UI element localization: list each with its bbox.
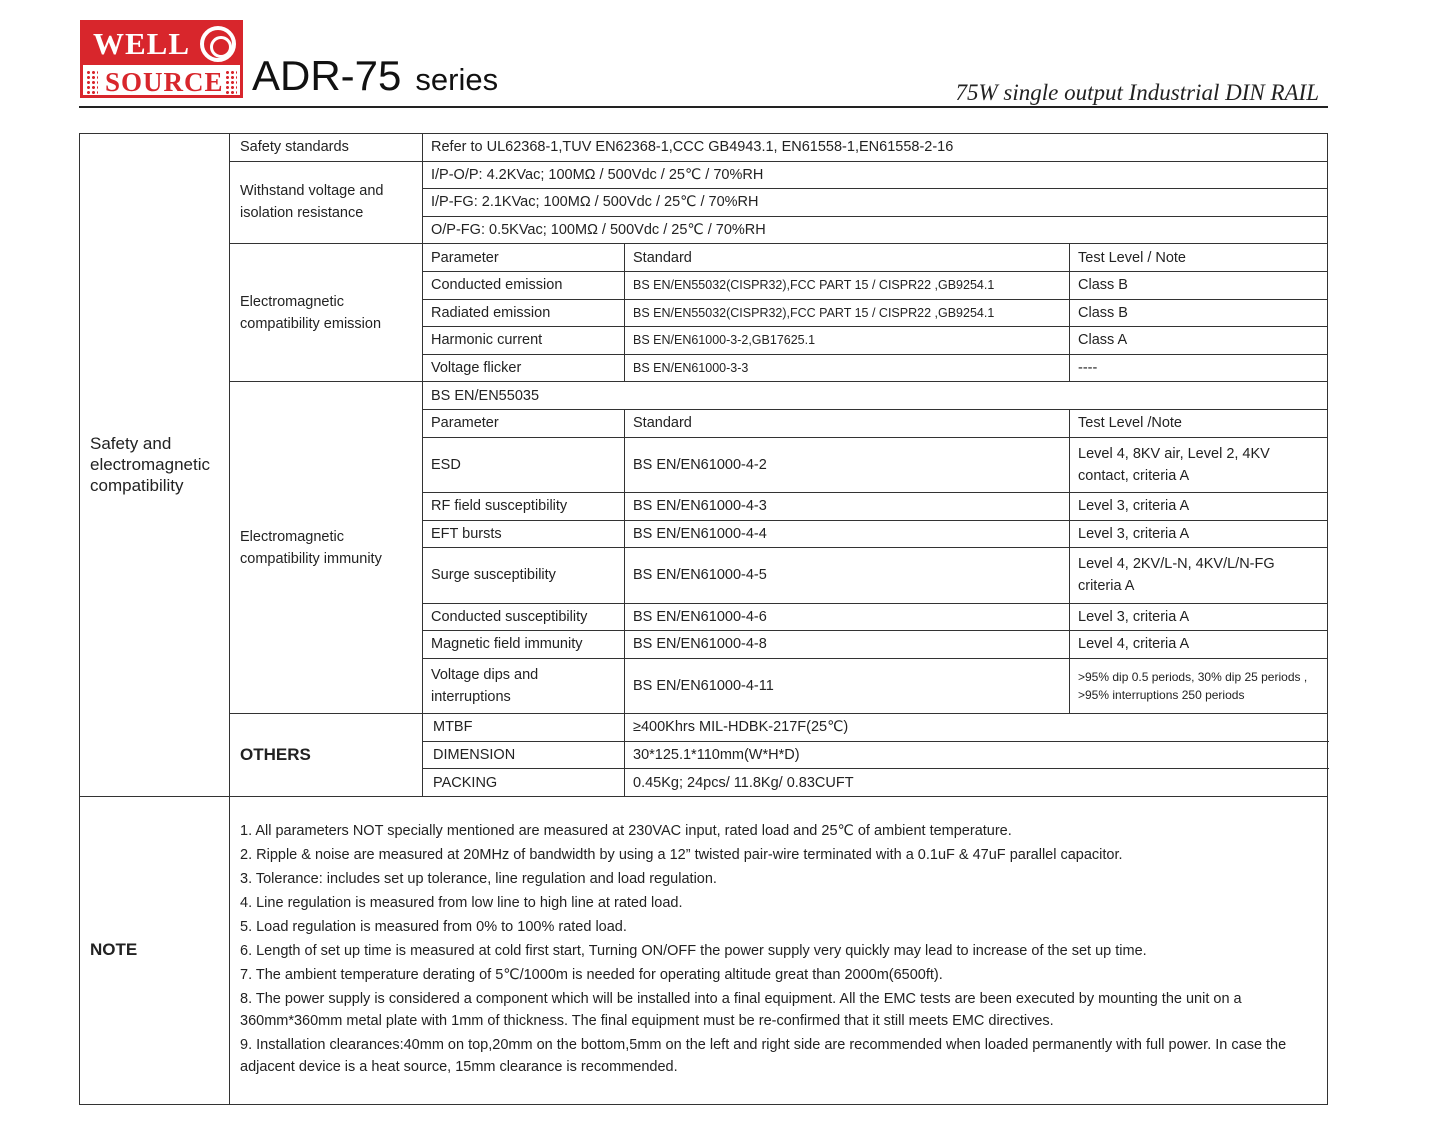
cell-standard: BS EN/EN61000-4-4 [625, 520, 1070, 548]
table-row [80, 161, 1328, 189]
cell-level: Level 4, 8KV air, Level 2, 4KV contact, criteria A [1070, 437, 1328, 492]
cell-level: Level 3, criteria A [1070, 492, 1328, 520]
table-row [80, 382, 1328, 410]
row-value: ≥400Khrs MIL-HDBK-217F(25℃) [625, 714, 1328, 742]
cell-parameter: Conducted susceptibility [423, 603, 625, 631]
cell-standard: BS EN/EN55032(CISPR32),FCC PART 15 / CISPR22 ,GB9254.1 [625, 271, 1070, 299]
note-item: 1. All parameters NOT specially mentioned are measured at 230VAC input, rated load and 25℃ of ambient temperature. [240, 823, 1012, 840]
row-label: DIMENSION [423, 741, 625, 769]
cell-standard: BS EN/EN61000-4-11 [625, 658, 1070, 713]
page-subtitle: 75W single output Industrial DIN RAIL [955, 80, 1319, 105]
cell-parameter: Voltage dips and interruptions [423, 658, 625, 713]
category-note: NOTE [80, 796, 230, 1104]
note-item: 8. The power supply is considered a component which will be installed into a final equipment. All the EMC tests are been executed by mounting the unit on a 360mm*360mm metal plate with 1mm of thickness. The final equipment must be re-confirmed that it still meets EMC directives. [240, 991, 1242, 1030]
notes-cell [230, 796, 1328, 1104]
row-label: MTBF [423, 714, 625, 742]
cell-parameter: Conducted emission [423, 271, 625, 299]
column-header: Standard [625, 409, 1070, 437]
cell-level: Class B [1070, 299, 1328, 327]
note-item: 7. The ambient temperature derating of 5℃/1000m is needed for operating altitude great than 2000m(6500ft). [240, 967, 943, 984]
category-safety: Safety and electromagnetic compatibility [80, 134, 230, 797]
cell-parameter: ESD [423, 437, 625, 492]
cell-standard: BS EN/EN61000-4-2 [625, 437, 1070, 492]
cell-standard: BS EN/EN61000-4-6 [625, 603, 1070, 631]
cell-standard: BS EN/EN55032(CISPR32),FCC PART 15 / CISPR22 ,GB9254.1 [625, 299, 1070, 327]
column-header: Test Level / Note [1070, 244, 1328, 272]
column-header: Parameter [423, 409, 625, 437]
row-label: Safety standards [230, 134, 423, 162]
table-row [80, 714, 1328, 742]
logo-dots-icon [86, 70, 98, 94]
cell-level: Class B [1070, 271, 1328, 299]
cell-level: Level 4, 2KV/L-N, 4KV/L/N-FG criteria A [1070, 548, 1328, 603]
cell-level: Class A [1070, 327, 1328, 355]
cell-parameter: Magnetic field immunity [423, 631, 625, 659]
cell-standard: BS EN/EN61000-4-3 [625, 492, 1070, 520]
logo-line1: WELL [93, 26, 191, 61]
note-item: 5. Load regulation is measured from 0% to 100% rated load. [240, 919, 627, 936]
note-item: 2. Ripple & noise are measured at 20MHz of bandwidth by using a 12” twisted pair-wire terminated with a 0.1uF & 47uF parallel capacitor. [240, 847, 1123, 864]
table-row [80, 134, 1328, 162]
cell-level: Level 4, criteria A [1070, 631, 1328, 659]
table-row [80, 244, 1328, 272]
cell-level: Level 3, criteria A [1070, 520, 1328, 548]
cell-level: Level 3, criteria A [1070, 603, 1328, 631]
logo-top-band [83, 23, 240, 65]
category-others: OTHERS [230, 714, 423, 797]
cell-level: >95% dip 0.5 periods, 30% dip 25 periods , >95% interruptions 250 periods [1070, 658, 1328, 713]
row-value: I/P-FG: 2.1KVac; 100MΩ / 500Vdc / 25℃ / 70%RH [423, 189, 1328, 217]
spec-table [79, 133, 1328, 1105]
page-title [252, 53, 498, 99]
note-item: 3. Tolerance: includes set up tolerance, line regulation and load regulation. [240, 871, 717, 888]
cell-standard: BS EN/EN61000-3-3 [625, 354, 1070, 382]
brand-logo [80, 20, 243, 98]
cell-parameter: RF field susceptibility [423, 492, 625, 520]
row-label: Electromagnetic compatibility emission [230, 244, 423, 382]
row-value: Refer to UL62368-1,TUV EN62368-1,CCC GB4943.1, EN61558-1,EN61558-2-16 [423, 134, 1328, 162]
cell-parameter: Voltage flicker [423, 354, 625, 382]
table-row [80, 796, 1328, 1104]
cell-level: ---- [1070, 354, 1328, 382]
cell-parameter: EFT bursts [423, 520, 625, 548]
row-value: 0.45Kg; 24pcs/ 11.8Kg/ 0.83CUFT [625, 769, 1328, 797]
logo-dots-icon [225, 70, 237, 94]
row-label: Withstand voltage and isolation resistance [230, 161, 423, 244]
notes-list [240, 820, 1327, 1078]
header-divider [79, 106, 1328, 108]
row-label: Electromagnetic compatibility immunity [230, 382, 423, 714]
column-header: Test Level /Note [1070, 409, 1328, 437]
row-value: O/P-FG: 0.5KVac; 100MΩ / 500Vdc / 25℃ / 70%RH [423, 216, 1328, 244]
row-value: I/P-O/P: 4.2KVac; 100MΩ / 500Vdc / 25℃ / 70%RH [423, 161, 1328, 189]
logo-ring-icon [200, 26, 236, 62]
cell-parameter: Radiated emission [423, 299, 625, 327]
note-item: 6. Length of set up time is measured at cold first start, Turning ON/OFF the power supply very quickly may lead to increase of the set up time. [240, 943, 1147, 960]
column-header: Standard [625, 244, 1070, 272]
cell-standard: BS EN/EN61000-4-5 [625, 548, 1070, 603]
series-label: series [415, 62, 499, 97]
row-value: 30*125.1*110mm(W*H*D) [625, 741, 1328, 769]
column-header: Parameter [423, 244, 625, 272]
logo-line2: SOURCE [105, 67, 224, 97]
cell-standard: BS EN/EN61000-4-8 [625, 631, 1070, 659]
row-value: BS EN/EN55035 [423, 382, 1328, 410]
cell-parameter: Surge susceptibility [423, 548, 625, 603]
note-item: 9. Installation clearances:40mm on top,20mm on the bottom,5mm on the left and right side are recommended when loaded permanently with full power. In case the adjacent device is a heat source, 15mm clearance is recommended. [240, 1037, 1287, 1076]
note-item: 4. Line regulation is measured from low line to high line at rated load. [240, 895, 683, 912]
row-label: PACKING [423, 769, 625, 797]
cell-parameter: Harmonic current [423, 327, 625, 355]
model-name: ADR-75 [252, 52, 402, 99]
cell-standard: BS EN/EN61000-3-2,GB17625.1 [625, 327, 1070, 355]
